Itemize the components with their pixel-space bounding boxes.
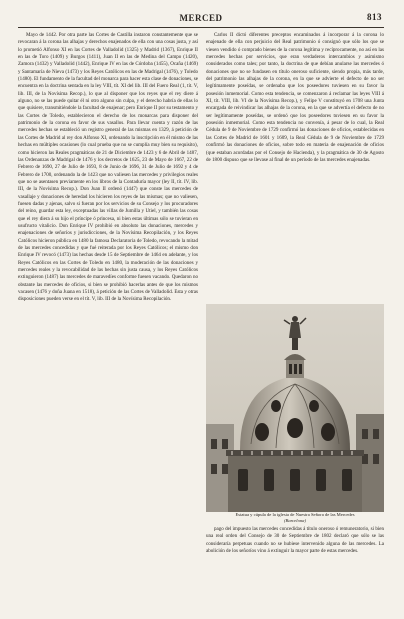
right-column-bottom bbox=[206, 526, 384, 606]
figure-caption bbox=[206, 512, 384, 524]
dome-engraving bbox=[206, 304, 384, 512]
page-number: 813 bbox=[367, 12, 382, 22]
church-dome-illustration bbox=[206, 304, 384, 512]
right-column-bottom-paragraph: pago del impuesto las mercedes concedidas á título oneroso ó remuneratorio, si bien una real orden del Consejo de 30 de Septiembre de 1802 declaró que sólo se las consideraría perpetuas cuando no se hubiese intervenido alguna de las mercedes. La abolición de los señoríos vino á extinguir la mayor parte de estas mercedes. bbox=[206, 526, 384, 555]
page bbox=[18, 12, 384, 610]
caption-place: (Barcelona) bbox=[283, 518, 307, 523]
right-column-top bbox=[206, 32, 384, 306]
running-title: MERCED bbox=[179, 13, 223, 23]
header-rule bbox=[18, 27, 384, 28]
right-column-paragraph: Carlos II dictó diferentes preceptos encaminados á incorporar á la corona lo enajenado de ella con perjuicio del Real patrimonio ó consignó que sólo los que se viesen vendido ó comprado bienes de la corona legítima y recíprocamente, no así en las mercedes hechas por servicios, que eran verdaderos intercambios y asimismo considerados como tales; por tanto, la doctrina de que debían anularse las mercedes ó donaciones que no se fundasen en título oneroso suficiente, siendo propia, más tarde, del patrimonio las alhajas de la corona, en la que se advierte el defecto de no ser legítimamente poseídas, se ordenaba que los poseedores tuviesen en su favor la posesión inmemorial. Como esta tendencia, se comenzaron á reclamar las leyes VIII á XI, tít. VIII, lib. VI de la Novísima Recop.), y Felipe V constituyó en 1708 una Junta encargada de reivindicar las alhajas de la corona, en la que se advertía el defecto de no ser legítimamente poseídas, se ordenó que los poseedores tuviesen en su favor la posesión inmemorial. Como esta tendencia no convenía, á pesar de lo cual, la Real Cédula de 9 de Noviembre de 1729 confirmó las donaciones de oficios, establecidas en las Cortes de Madrid de 1601 y 1609, la Real Cédula de 9 de Noviembre de 1729 confirmó las donaciones de oficios, sobre todo en materia de enajenación de oficios (que estaban acordadas por el Consejo de Hacienda), y la pragmática de 30 de Agosto de 1800 dispuso que se llevase al final de un período de las mercedes enajenadas. bbox=[206, 32, 384, 163]
caption-title: Estatua y cúpula de la iglesia de Nuestra Señora de las Mercedes bbox=[235, 512, 355, 517]
left-column-paragraph: Mayo de 1442. Por otra parte las Cortes de Castilla instaron constantemente que se revocaran á la corona las alhajas y derechos enajenados de ella con una cosas justa, y así lo prometió Alfonso XI en las Cortes de Valladolid (1325) y Madrid (1367), Enrique II en las de Toro (1409) y Burgos (1411), Juan II en las de Medina del Campo (1420), Zamora (1432) y Valladolid (1442), Enrique IV en las de Córdoba (1455), Ocaña (1469) y Santamaría de Nieva (1473) y los Reyes Católicos en las de Madrigal (1476), y Toledo (1480). El fundamento de la facultad del monarca para hacer esta clase de donaciones, se encuentra en la doctrina sentada en la ley VIII, tít. XI del lib. III del Fuero Real (1, tít. V, lib. III, de la Novísima Recop.), lo que al disponer que los reyes que el rey diere á alguno, no se las puede quitar él ni otro alguno sin culpa, y el derecho habría de ellas lo que quisiere, transmitiéndole la facultad de enajenar; pero Enrique II por su testamento y las Cortes de Toledo, establecieron el derecho de los monarcas para disponer del patrimonio de la corona en favor de sus vasallos. Para llevar cuenta y razón de las mercedes hechas se estableció un registro general de las mismas en 1329, á petición de las Cortes de Madrid al rey don Alfonso XI, ordenando la inscripción en él mismo de las hechas en múltiples ocasiones (lo cual prueba que no se cumplía muy bien su requisito), como hicieron las Reales pragmáticas de 21 de Diciembre de 1423 y 6 de Abril de 1487, las Ordenanzas de Madrigal de 1476 y los decretos de 1625, 23 de Mayo de 1667, 22 de Febrero de 1690, 27 de Julio de 1693, 8 de Junio de 1696, 31 de Julio de 1692 y 4 de Febrero de 1700, ordenando la de 1423 que no valiesen las mercedes y privilegios reales que no se asentasen previamente en los libros de la Contaduría mayor (ley II, tít. IV, lib. III, de la Novísima Recop.). Don Juan II ordenó (1447) que conste las mercedes de vasallaje y donaciones de heredad los hicieren los reyes de las mismas; que no valiesen, fuesen dadas y ajenas, salvo si fueran por los servicios de su Consejo y los procuradores del reino, guardar esta ley, exceptuadas las villas de Jumilla y Utiel, y también las cosas que el rey diera á su hijo el príncipe ó princesa, ni bien estas últimas sólo se tuvieran en usufructo vitalicio. Don Enrique IV prohibió en absoluto las donaciones, mercedes y enajenaciones de señoríos y jurisdicciones, de la Novísima Recopilación, y los Reyes Católicos hicieron pública en 1480 la famosa Declaratoria de Toledo, revocando la mitad de las mercedes concedidas y que fué reiterada por los Reyes Católicos; el mismo don Enrique IV revocó (1473) las hechas desde 15 de Septiembre de 1464 en adelante, y los Reyes Católicos en las Cortes de Toledo en 1480, la moderación de las donaciones y mercedes reales y la revocabilidad de las hechas sin justa causa, y los Reyes Católicos extinguieron (1487) las mercedes de maravedíes conforme fuesen vacando. Quedaron no obstante las mercedes de oficios, si bien se prohibió hacerlas antes de que los mismos vacasen (1476 y doña Juana en 1518), á petición de las Cortes de Valladolid. Esta y otras disposiciones pueden verse en el tít. V, lib. III de la Novísima Recopilación. bbox=[18, 32, 198, 303]
page-header bbox=[18, 12, 384, 26]
left-column bbox=[18, 32, 198, 607]
